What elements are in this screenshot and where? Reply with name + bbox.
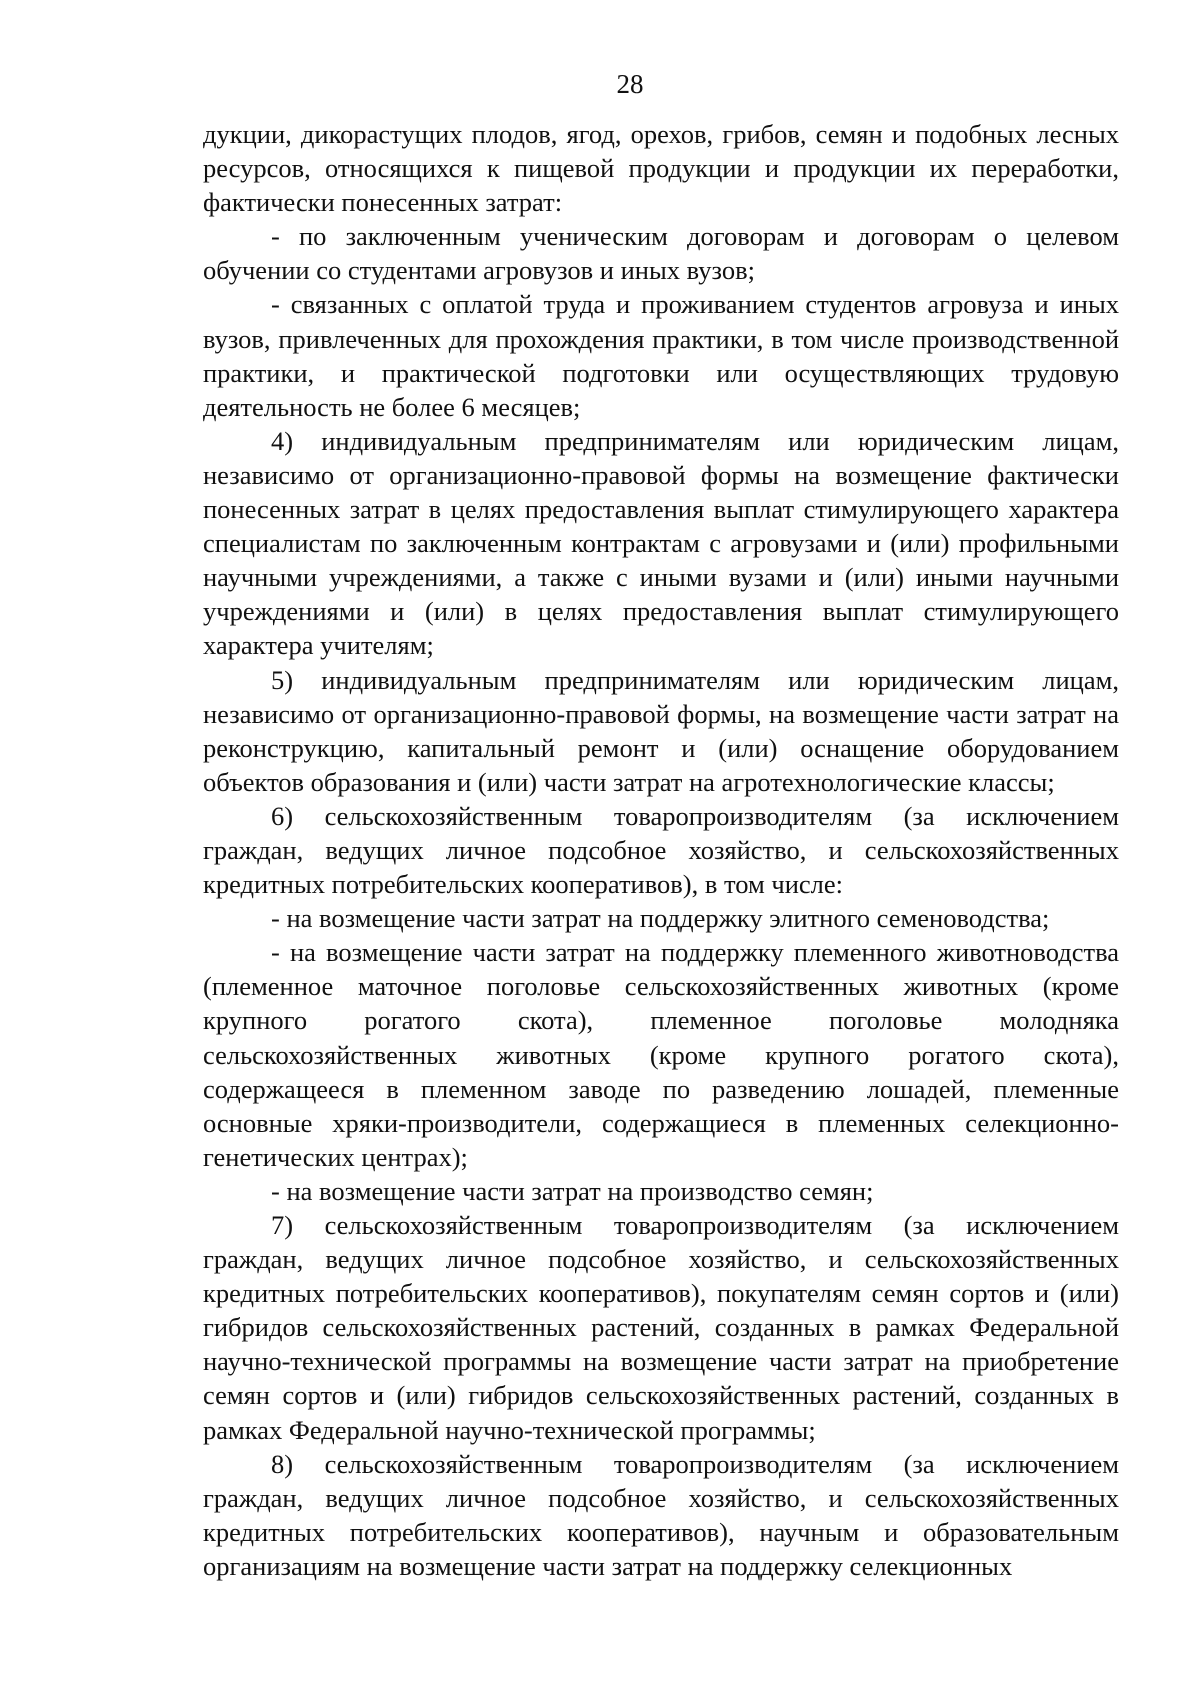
- document-body: [203, 117, 1119, 1583]
- page-number: 28: [616, 69, 644, 99]
- paragraph-item-8: 8) сельскохозяйственным товаропроизводителям (за исключением граждан, ведущих личное подсобное хозяйство, и сельскохозяйственных кредитных потребительских кооперативов), научным и образовательным организациям на возмещение части затрат на поддержку селекционных: [203, 1448, 1119, 1581]
- paragraph-breeding-livestock: - на возмещение части затрат на поддержку племенного животноводства (племенное маточное поголовье сельскохозяйственных животных (кроме крупного рогатого скота), племенное поголовье молодняка сельскохозяйственных животных (кроме крупного рогатого скота), содержащееся в племенном заводе по разведению лошадей, племенные основные хряки-производители, содержащиеся в племенных селекционно-генетических центрах);: [203, 937, 1119, 1172]
- paragraph-item-6: 6) сельскохозяйственным товаропроизводителям (за исключением граждан, ведущих личное подсобное хозяйство, и сельскохозяйственных кредитных потребительских кооперативов), в том числе:: [203, 800, 1119, 900]
- paragraph-student-contracts: - по заключенным ученическим договорам и договорам о целевом обучении со студентами агровузов и иных вузов;: [203, 221, 1119, 286]
- paragraph-seed-production: - на возмещение части затрат на производство семян;: [271, 1175, 874, 1206]
- paragraph-continuation: дукции, дикорастущих плодов, ягод, орехов, грибов, семян и подобных лесных ресурсов, относящихся к пищевой продукции и продукции их переработки, фактически понесенных затрат:: [203, 119, 1119, 218]
- paragraph-item-5: 5) индивидуальным предпринимателям или юридическим лицам, независимо от организационно-правовой формы, на возмещение части затрат на реконструкцию, капитальный ремонт и (или) оснащение оборудованием объектов образования и (или) части затрат на агротехнологические классы;: [203, 664, 1119, 797]
- paragraph-elite-seed: - на возмещение части затрат на поддержку элитного семеноводства;: [271, 903, 1050, 934]
- paragraph-item-7: 7) сельскохозяйственным товаропроизводителям (за исключением граждан, ведущих личное подсобное хозяйство, и сельскохозяйственных кредитных потребительских кооперативов), покупателям семян сортов и (или) гибридов сельскохозяйственных растений, созданных в рамках Федеральной научно-технической программы на возмещение части затрат на приобретение семян сортов и (или) гибридов сельскохозяйственных растений, созданных в рамках Федеральной научно-технической программы;: [203, 1210, 1119, 1445]
- paragraph-item-4: 4) индивидуальным предпринимателям или юридическим лицам, независимо от организационно-правовой формы на возмещение фактически понесенных затрат в целях предоставления выплат стимулирующего характера специалистам по заключенным контрактам с агровузами и (или) профильными научными учреждениями, а также с иными вузами и (или) иными научными учреждениями и (или) в целях предоставления выплат стимулирующего характера учителям;: [203, 425, 1119, 661]
- paragraph-student-labor: - связанных с оплатой труда и проживанием студентов агровуза и иных вузов, привлеченных для прохождения практики, в том числе производственной практики, и практической подготовки или осуществляющих трудовую деятельность не более 6 месяцев;: [203, 289, 1119, 422]
